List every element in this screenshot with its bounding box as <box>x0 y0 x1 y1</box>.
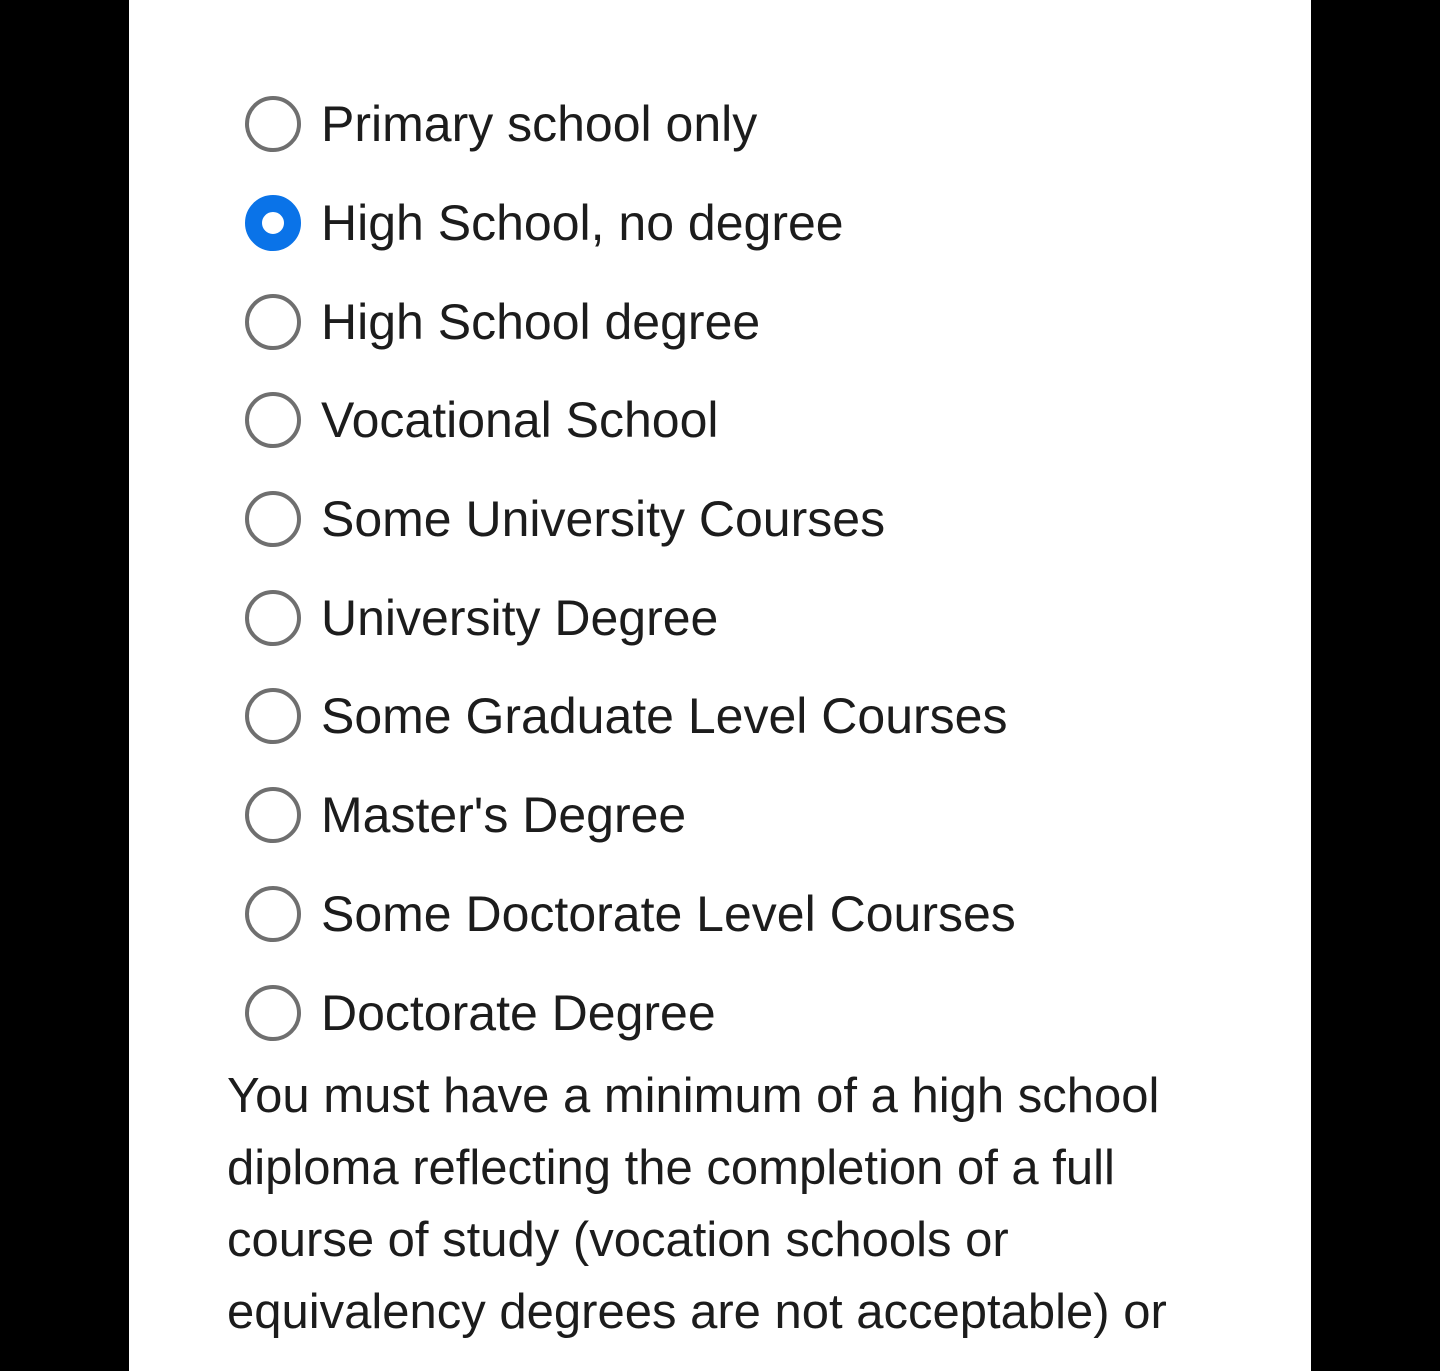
radio-button[interactable] <box>245 985 301 1041</box>
radio-button[interactable] <box>245 96 301 152</box>
option-doctorate-degree[interactable] <box>245 963 1016 1062</box>
option-high-school-no-degree[interactable] <box>245 174 1016 273</box>
radio-button[interactable] <box>245 392 301 448</box>
education-radio-group <box>245 75 1016 1062</box>
education-requirement-note: You must have a minimum of a high school diploma reflecting the completion of a full course of study (vocation schools or equivalency degrees are not acceptable) or <box>227 1069 1167 1339</box>
option-label: Some Doctorate Level Courses <box>321 885 1016 942</box>
option-masters-degree[interactable] <box>245 766 1016 865</box>
radio-button[interactable] <box>245 491 301 547</box>
option-label: High School degree <box>321 293 761 350</box>
option-some-university[interactable] <box>245 470 1016 569</box>
option-label: Master's Degree <box>321 787 687 844</box>
radio-button[interactable] <box>245 688 301 744</box>
form-panel <box>129 0 1311 1371</box>
radio-button[interactable] <box>245 294 301 350</box>
radio-button[interactable] <box>245 787 301 843</box>
option-label: Doctorate Degree <box>321 984 716 1041</box>
radio-button[interactable] <box>245 590 301 646</box>
radio-button[interactable] <box>245 886 301 942</box>
option-label: Some Graduate Level Courses <box>321 688 1008 745</box>
option-label: Vocational School <box>321 392 719 449</box>
option-university-degree[interactable] <box>245 568 1016 667</box>
option-some-graduate[interactable] <box>245 667 1016 766</box>
option-label: Primary school only <box>321 96 758 153</box>
option-high-school-degree[interactable] <box>245 272 1016 371</box>
option-some-doctorate[interactable] <box>245 865 1016 964</box>
option-label: University Degree <box>321 589 719 646</box>
option-vocational-school[interactable] <box>245 371 1016 470</box>
option-label: Some University Courses <box>321 491 886 548</box>
option-primary-school[interactable] <box>245 75 1016 174</box>
option-label: High School, no degree <box>321 195 844 252</box>
radio-button-selected[interactable] <box>245 195 301 251</box>
